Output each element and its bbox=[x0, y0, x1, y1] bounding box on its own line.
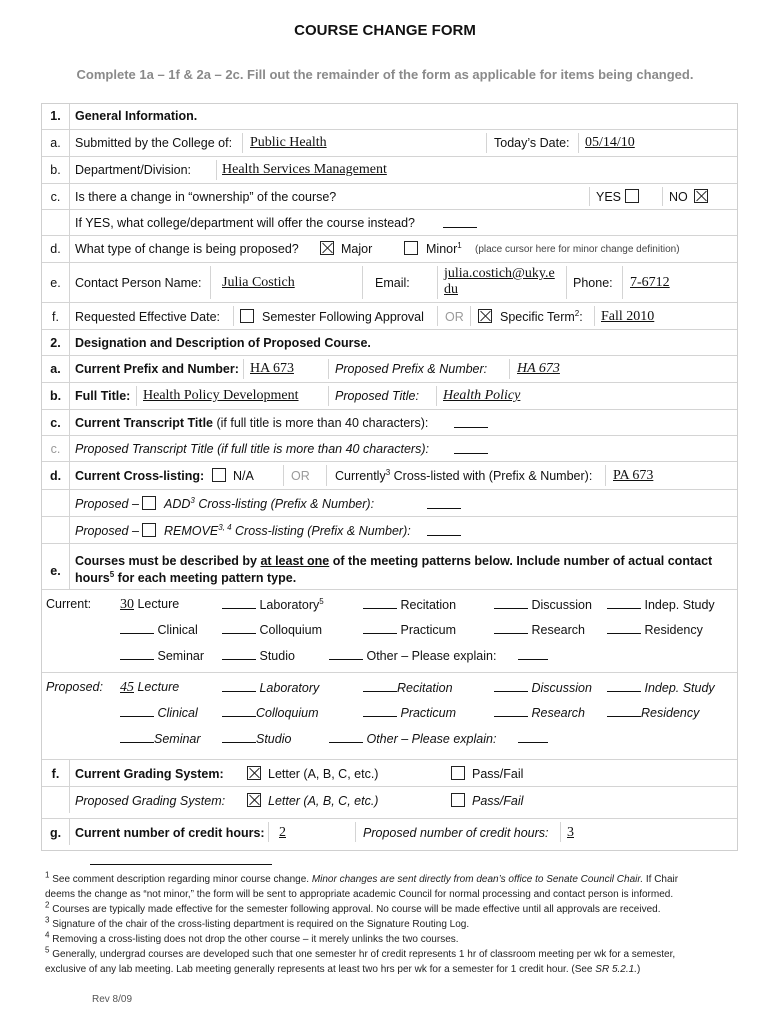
yes-label: YES bbox=[596, 190, 622, 204]
full-title-field[interactable]: Health Policy Development bbox=[143, 388, 299, 403]
footnote-2: $^2$ Courses are typically made effective for the semester following approval. No course will be made effective until all approvals are received. bbox=[45, 900, 661, 915]
current-indep-study-field[interactable]: Indep. Study bbox=[607, 597, 715, 612]
minor-label: Minor$^1$ bbox=[426, 240, 462, 256]
footnote-3: $^3$ Signature of the chair of the cross-listing department is required on the Signature Routing Log. bbox=[45, 915, 470, 930]
todays-date-field[interactable]: 05/14/10 bbox=[585, 135, 635, 150]
major-label: Major bbox=[341, 242, 373, 256]
remove-crosslist-prefix: Proposed – bbox=[75, 524, 139, 538]
meeting-patterns-instruction-2: hours$^5$ for each meeting pattern type. bbox=[75, 569, 297, 585]
cross-listing-label: Current Cross-listing: bbox=[75, 469, 205, 483]
proposed-other-explain-field[interactable] bbox=[518, 731, 548, 746]
current-grading-label: Current Grading System: bbox=[75, 767, 224, 781]
proposed-other-field[interactable]: Other – Please explain: bbox=[329, 731, 496, 746]
current-prefix-label: Current Prefix and Number: bbox=[75, 362, 239, 376]
specific-term-field[interactable]: Fall 2010 bbox=[601, 309, 655, 324]
row-2g bbox=[42, 818, 737, 845]
minor-hint[interactable]: (place cursor here for minor change definition) bbox=[475, 244, 680, 255]
current-patterns-row-3 bbox=[42, 641, 737, 667]
no-label: NO bbox=[669, 190, 688, 204]
proposed-practicum-field[interactable]: Practicum bbox=[363, 705, 456, 720]
ownership-no-checkbox[interactable] bbox=[694, 189, 708, 203]
remove-crosslist-checkbox[interactable] bbox=[142, 523, 156, 537]
department-label: Department/Division: bbox=[75, 163, 192, 177]
course-change-form bbox=[41, 103, 738, 851]
na-label: N/A bbox=[233, 469, 254, 483]
proposed-studio-field[interactable]: Studio bbox=[222, 731, 291, 746]
current-practicum-field[interactable]: Practicum bbox=[363, 622, 456, 637]
current-research-field[interactable]: Research bbox=[494, 622, 585, 637]
footnote-divider bbox=[90, 864, 272, 865]
proposed-colloquium-field[interactable]: Colloquium bbox=[222, 705, 319, 720]
specific-term-label: Specific Term$^2$: bbox=[500, 308, 583, 324]
proposed-credit-hours-field[interactable]: 3 bbox=[567, 825, 574, 840]
currently-crosslisted-label: Currently$^3$ Cross-listed with (Prefix & Number): bbox=[335, 467, 593, 483]
todays-date-label: Today’s Date: bbox=[494, 136, 570, 150]
revision-label: Rev 8/09 bbox=[92, 994, 133, 1005]
row-letter: a. bbox=[50, 362, 61, 376]
current-recitation-field[interactable]: Recitation bbox=[363, 597, 456, 612]
row-1e bbox=[42, 262, 737, 302]
ownership-yes-checkbox[interactable] bbox=[625, 189, 639, 203]
row-letter: c. bbox=[50, 442, 61, 456]
current-transcript-field[interactable] bbox=[454, 416, 488, 431]
row-2c-proposed bbox=[42, 435, 737, 461]
proposed-transcript-label: Proposed Transcript Title (if full title is more than 40 characters): bbox=[75, 442, 429, 456]
current-letter-grade-checkbox[interactable] bbox=[247, 766, 261, 780]
proposed-title-label: Proposed Title: bbox=[335, 389, 419, 403]
major-checkbox[interactable] bbox=[320, 241, 334, 255]
proposed-title-field[interactable]: Health Policy bbox=[443, 388, 521, 403]
phone-label: Phone: bbox=[573, 276, 613, 290]
proposed-clinical-field[interactable]: Clinical bbox=[120, 705, 198, 720]
proposed-lecture-field[interactable]: 45 Lecture bbox=[120, 680, 180, 695]
proposed-letter-grade-label: Letter (A, B, C, etc.) bbox=[268, 794, 379, 808]
semester-following-label: Semester Following Approval bbox=[262, 310, 424, 324]
current-lecture-field[interactable]: 30 Lecture bbox=[120, 597, 180, 612]
current-patterns-row-1 bbox=[42, 589, 737, 615]
proposed-residency-field[interactable]: Residency bbox=[607, 705, 699, 720]
proposed-grading-label: Proposed Grading System: bbox=[75, 794, 226, 808]
crosslist-na-checkbox[interactable] bbox=[212, 468, 226, 482]
current-laboratory-field[interactable]: Laboratory$^5$ bbox=[222, 597, 324, 612]
add-crosslist-prefix: Proposed – bbox=[75, 497, 139, 511]
row-letter: a. bbox=[50, 136, 61, 150]
minor-checkbox[interactable] bbox=[404, 241, 418, 255]
phone-field[interactable]: 7-6712 bbox=[630, 275, 670, 290]
row-letter: b. bbox=[49, 389, 62, 403]
row-2f-proposed bbox=[42, 786, 737, 813]
add-crosslist-checkbox[interactable] bbox=[142, 496, 156, 510]
current-credit-hours-label: Current number of credit hours: bbox=[75, 826, 265, 840]
proposed-credit-hours-label: Proposed number of credit hours: bbox=[363, 826, 549, 840]
proposed-prefix-field[interactable]: HA 673 bbox=[517, 361, 560, 376]
row-1c-followup bbox=[42, 209, 737, 235]
contact-name-label: Contact Person Name: bbox=[75, 276, 202, 290]
current-transcript-label: Current Transcript Title (if full title is more than 40 characters): bbox=[75, 416, 429, 430]
section2-number: 2. bbox=[50, 336, 61, 350]
current-prefix-field[interactable]: HA 673 bbox=[250, 361, 294, 376]
row-letter: f. bbox=[51, 767, 60, 781]
college-field[interactable]: Public Health bbox=[250, 135, 327, 150]
proposed-passfail-checkbox[interactable] bbox=[451, 793, 465, 807]
meeting-patterns-instruction-1: Courses must be described by at least one of the meeting patterns below. Include number of actual contact bbox=[75, 554, 713, 568]
row-2e bbox=[42, 543, 737, 589]
row-1a bbox=[42, 129, 737, 156]
email-field-wrap[interactable]: du bbox=[444, 282, 458, 297]
row-letter: c. bbox=[50, 190, 61, 204]
proposed-patterns-row-1 bbox=[42, 672, 737, 698]
proposed-recitation-field[interactable]: Recitation bbox=[363, 680, 453, 695]
current-credit-hours-field[interactable]: 2 bbox=[279, 825, 286, 840]
remove-crosslist-field[interactable] bbox=[427, 524, 461, 539]
row-letter: g. bbox=[49, 826, 62, 840]
row-letter: e. bbox=[50, 564, 61, 578]
row-1b bbox=[42, 156, 737, 183]
row-1d bbox=[42, 235, 737, 262]
crosslist-field[interactable]: PA 673 bbox=[613, 468, 654, 483]
form-title: COURSE CHANGE FORM bbox=[294, 22, 476, 39]
email-label: Email: bbox=[375, 276, 410, 290]
current-label: Current: bbox=[46, 597, 92, 611]
letter-grade-label: Letter (A, B, C, etc.) bbox=[268, 767, 379, 781]
proposed-patterns-row-2 bbox=[42, 698, 737, 724]
proposed-letter-grade-checkbox[interactable] bbox=[247, 793, 261, 807]
row-letter: f. bbox=[52, 310, 59, 324]
email-field[interactable]: julia.costich@uky.e bbox=[444, 266, 555, 281]
row-2d-add bbox=[42, 489, 737, 516]
row-2a bbox=[42, 355, 737, 382]
proposed-research-field[interactable]: Research bbox=[494, 705, 585, 720]
proposed-label: Proposed: bbox=[46, 680, 103, 694]
row-letter: d. bbox=[49, 469, 62, 483]
proposed-patterns-row-3 bbox=[42, 724, 737, 750]
current-other-field[interactable]: Other – Please explain: bbox=[329, 648, 496, 663]
footnote-5-cont: exclusive of any lab meeting. Lab meeting generally represents at least two hrs per wk for a semester for 1 credit hour. (See SR 5.2.1.) bbox=[45, 964, 641, 975]
row-2d-remove bbox=[42, 516, 737, 543]
college-label: Submitted by the College of: bbox=[75, 136, 233, 150]
row-letter: d. bbox=[50, 242, 61, 256]
current-seminar-field[interactable]: Seminar bbox=[120, 648, 204, 663]
ownership-followup-label: If YES, what college/department will offer the course instead? bbox=[75, 216, 416, 230]
current-clinical-field[interactable]: Clinical bbox=[120, 622, 198, 637]
footnote-4: $^4$ Removing a cross-listing does not drop the other course – it merely unlinks the two courses. bbox=[45, 930, 459, 945]
ownership-question: Is there a change in “ownership” of the course? bbox=[75, 190, 337, 204]
row-letter: c. bbox=[50, 416, 61, 430]
semester-following-checkbox[interactable] bbox=[240, 309, 254, 323]
row-2f bbox=[42, 759, 737, 786]
or-label: OR bbox=[445, 310, 464, 324]
specific-term-checkbox[interactable] bbox=[478, 309, 492, 323]
effective-date-label: Requested Effective Date: bbox=[75, 310, 220, 324]
row-2c-current bbox=[42, 409, 737, 435]
row-2d bbox=[42, 461, 737, 489]
or-label: OR bbox=[291, 469, 310, 483]
section1-heading: General Information. bbox=[75, 109, 198, 123]
section1-header bbox=[42, 104, 737, 129]
proposed-transcript-field[interactable] bbox=[454, 442, 488, 457]
current-colloquium-field[interactable]: Colloquium bbox=[222, 622, 322, 637]
section2-header bbox=[42, 329, 737, 355]
footnote-1-cont: deems the change as “not minor,” the form will be sent to appropriate academic Council for normal processing and contact person is informed. bbox=[45, 889, 674, 900]
ownership-followup-field[interactable] bbox=[443, 216, 477, 231]
row-2b bbox=[42, 382, 737, 409]
proposed-discussion-field[interactable]: Discussion bbox=[494, 680, 592, 695]
department-field[interactable]: Health Services Management bbox=[222, 162, 387, 177]
row-1c bbox=[42, 183, 737, 209]
section1-number: 1. bbox=[50, 109, 61, 123]
proposed-laboratory-field[interactable]: Laboratory bbox=[222, 680, 319, 695]
row-letter: b. bbox=[50, 163, 61, 177]
add-crosslist-field[interactable] bbox=[427, 497, 461, 512]
proposed-indep-study-field[interactable]: Indep. Study bbox=[607, 680, 715, 695]
proposed-prefix-label: Proposed Prefix & Number: bbox=[335, 362, 488, 376]
current-discussion-field[interactable]: Discussion bbox=[494, 597, 592, 612]
contact-name-field[interactable]: Julia Costich bbox=[222, 275, 295, 290]
footnote-1: $^1$ See comment description regarding minor course change. Minor changes are sent directly from dean’s office to Senate Council Chair. If Chair bbox=[45, 870, 679, 885]
change-type-label: What type of change is being proposed? bbox=[75, 242, 299, 256]
footnote-5: $^5$ Generally, undergrad courses are developed such that one semester hr of credit represents 1 hr of classroom meeting per wk for a semester, bbox=[45, 945, 676, 960]
passfail-label: Pass/Fail bbox=[472, 767, 524, 781]
row-letter: e. bbox=[50, 276, 61, 290]
add-crosslist-label: ADD$^3$ Cross-listing (Prefix & Number): bbox=[164, 495, 375, 511]
full-title-label: Full Title: bbox=[75, 389, 131, 403]
row-1f bbox=[42, 302, 737, 329]
form-instructions: Complete 1a – 1f & 2a – 2c. Fill out the remainder of the form as applicable for items being changed. bbox=[76, 67, 694, 82]
section2-heading: Designation and Description of Proposed Course. bbox=[75, 336, 371, 350]
current-residency-field[interactable]: Residency bbox=[607, 622, 703, 637]
current-patterns-row-2 bbox=[42, 615, 737, 641]
current-other-explain-field[interactable] bbox=[518, 648, 548, 663]
current-passfail-checkbox[interactable] bbox=[451, 766, 465, 780]
proposed-passfail-label: Pass/Fail bbox=[472, 794, 524, 808]
proposed-seminar-field[interactable]: Seminar bbox=[120, 731, 201, 746]
remove-crosslist-label: REMOVE$^{3, 4}$ Cross-listing (Prefix & Number): bbox=[164, 522, 411, 538]
current-studio-field[interactable]: Studio bbox=[222, 648, 295, 663]
